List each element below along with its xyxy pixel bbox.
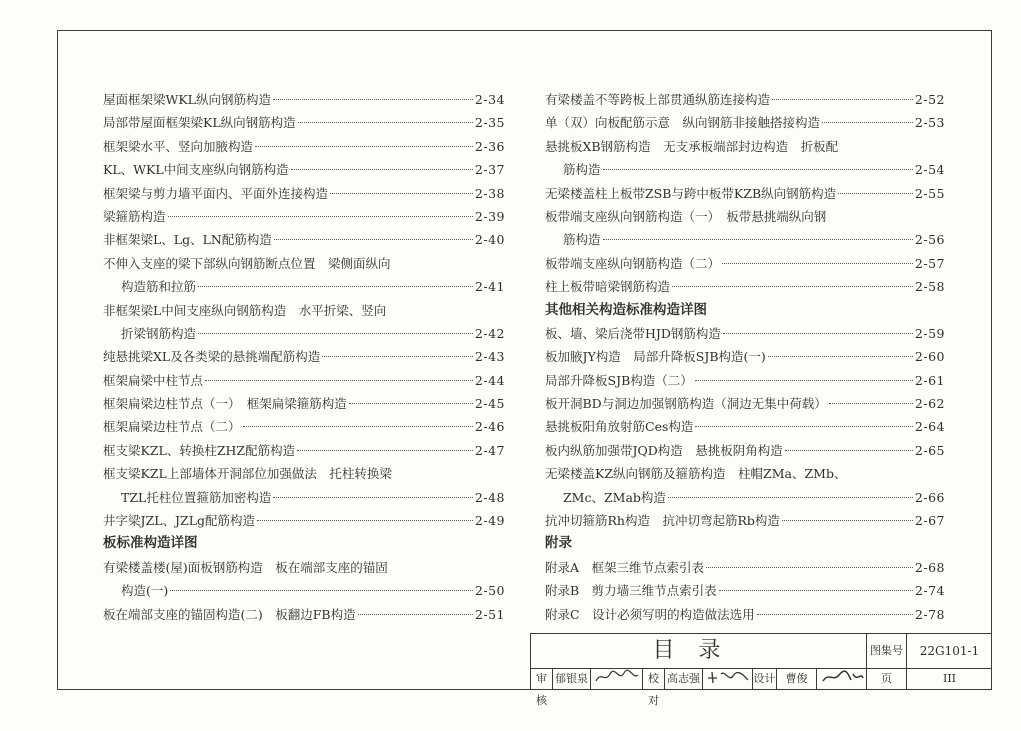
toc-page-number: 2-55 — [914, 185, 945, 201]
leader-dots — [205, 379, 473, 381]
toc-entry — [545, 228, 945, 251]
leader-dots — [603, 238, 913, 240]
toc-entry — [545, 439, 945, 462]
toc-page-number: 2-39 — [474, 208, 505, 224]
toc-entry-title: 板加腋JY构造 局部升降板SJB构造(一) — [545, 349, 766, 365]
leader-dots — [768, 355, 913, 357]
toc-entry-title: 抗冲切箍筋Rh构造 抗冲切弯起筋Rb构造 — [545, 513, 780, 529]
leader-dots — [838, 192, 913, 194]
leader-dots — [603, 168, 913, 170]
leader-dots — [782, 519, 913, 521]
toc-entry — [545, 111, 945, 134]
leader-dots — [785, 449, 913, 451]
leader-dots — [291, 168, 473, 170]
toc-entry-title: 附录B 剪力墙三维节点索引表 — [545, 583, 717, 599]
toc-entry — [103, 439, 505, 462]
toc-page-number: 2-40 — [474, 232, 505, 248]
toc-entry — [103, 158, 505, 181]
toc-entry — [103, 415, 505, 438]
toc-section-heading — [545, 532, 945, 555]
toc-page-number: 2-66 — [914, 489, 945, 505]
toc-entry — [103, 509, 505, 532]
toc-entry-title: ZMc、ZMab构造 — [563, 489, 666, 505]
toc-page-number: 2-34 — [474, 92, 505, 107]
toc-entry — [103, 88, 505, 111]
toc-entry — [103, 322, 505, 345]
toc-entry — [545, 415, 945, 438]
toc-entry — [545, 275, 945, 298]
toc-page-number: 2-67 — [914, 513, 945, 529]
leader-dots — [198, 332, 473, 334]
toc-entry-title: 柱上板带暗梁钢筋构造 — [545, 279, 671, 295]
leader-dots — [243, 425, 473, 427]
page-label: 页 — [867, 668, 907, 690]
leader-dots — [257, 519, 473, 521]
toc-page-number: 2-74 — [914, 583, 945, 599]
leader-dots — [297, 449, 473, 451]
toc-entry-title: 附录C 设计必须写明的构造做法选用 — [545, 606, 755, 622]
toc-page-number: 2-37 — [474, 162, 505, 178]
designer-signature — [817, 668, 867, 690]
toc-entry-title: 板带端支座纵向钢筋构造（二） — [545, 255, 721, 271]
leader-dots — [358, 613, 473, 615]
leader-dots — [298, 121, 473, 123]
leader-dots — [822, 121, 913, 123]
toc-entry — [545, 486, 945, 509]
leader-dots — [322, 355, 473, 357]
toc-entry-title: 筋构造 — [563, 162, 601, 178]
leader-dots — [695, 425, 913, 427]
toc-entry-title: 板在端部支座的锚固构造(二) 板翻边FB构造 — [103, 606, 356, 622]
reviewer-signature — [591, 668, 643, 690]
toc-page-number: 2-60 — [914, 349, 945, 365]
toc-entry — [103, 369, 505, 392]
toc-page-number: 2-36 — [474, 138, 505, 154]
toc-entry-title: 框架扁梁边柱节点（二） — [103, 419, 241, 435]
toc-entry-title: 无梁楼盖KZ纵向钢筋及箍筋构造 柱帽ZMa、ZMb、 — [545, 466, 847, 482]
leader-dots — [695, 379, 913, 381]
toc-entry-title: 框架扁梁边柱节点（一） 框架扁梁箍筋构造 — [103, 396, 347, 412]
toc-page-number: 2-56 — [914, 232, 945, 248]
toc-entry — [103, 205, 505, 228]
toc-entry — [103, 299, 505, 322]
leader-dots — [255, 145, 473, 147]
toc-entry — [545, 509, 945, 532]
toc-entry — [103, 345, 505, 368]
toc-entry-title: 构造筋和拉筋 — [121, 279, 197, 295]
toc-entry-title: 折梁钢筋构造 — [121, 325, 197, 341]
toc-entry — [545, 158, 945, 181]
toc-page-number: 2-49 — [474, 513, 505, 529]
toc-page-number: 2-42 — [474, 325, 505, 341]
toc-entry-title: 局部升降板SJB构造（二） — [545, 372, 693, 388]
toc-entry-title: 板开洞BD与洞边加强钢筋构造（洞边无集中荷载） — [545, 396, 827, 412]
toc-page-number: 2-46 — [474, 419, 505, 435]
toc-section-heading — [545, 299, 945, 322]
toc-entry — [103, 486, 505, 509]
toc-entry-title: 框支梁KZL、转换柱ZHZ配筋构造 — [103, 442, 296, 458]
toc-entry-title: 纯悬挑梁XL及各类梁的悬挑端配筋构造 — [103, 349, 321, 365]
toc-entry-title: 其他相关构造标准构造详图 — [545, 301, 707, 318]
toc-page-number: 2-35 — [474, 115, 505, 131]
toc-entry-title: 井字梁JZL、JZLg配筋构造 — [103, 513, 255, 529]
toc-section-heading — [103, 532, 505, 555]
toc-page-number: 2-78 — [914, 606, 945, 622]
toc-page-number: 2-61 — [914, 372, 945, 388]
designer-name: 曹俊 — [777, 668, 817, 690]
leader-dots — [706, 566, 913, 568]
toc-entry-title: 框支梁KZL上部墙体开洞部位加强做法 托柱转换梁 — [103, 466, 392, 482]
checker-name: 高志强 — [665, 668, 703, 690]
toc-page-number: 2-57 — [914, 255, 945, 271]
toc-page-number: 2-68 — [914, 559, 945, 575]
leader-dots — [772, 98, 913, 100]
toc-entry — [545, 252, 945, 275]
toc-entry — [545, 462, 945, 485]
toc-entry — [103, 579, 505, 602]
toc-page-number: 2-48 — [474, 489, 505, 505]
toc-entry-title: 附录A 框架三维节点索引表 — [545, 559, 705, 575]
toc-entry — [103, 275, 505, 298]
reviewer-name: 郁银泉 — [553, 668, 591, 690]
check-label: 校对 — [643, 668, 665, 690]
toc-entry-title: 无梁楼盖柱上板带ZSB与跨中板带KZB纵向钢筋构造 — [545, 185, 837, 201]
toc-entry-title: KL、WKL中间支座纵向钢筋构造 — [103, 162, 289, 178]
leader-dots — [719, 589, 913, 591]
toc-entry — [545, 579, 945, 602]
toc-entry — [103, 182, 505, 205]
leader-dots — [170, 589, 473, 591]
leader-dots — [723, 332, 913, 334]
toc-entry — [545, 322, 945, 345]
toc-entry — [103, 556, 505, 579]
toc-entry-title: 构造(一) — [121, 583, 169, 599]
sheet-title: 目录 — [531, 634, 867, 668]
toc-entry — [103, 135, 505, 158]
leader-dots — [349, 402, 473, 404]
leader-dots — [198, 285, 473, 287]
toc-entry — [545, 392, 945, 415]
toc-entry — [103, 603, 505, 626]
atlas-number-label: 图集号 — [867, 634, 907, 668]
toc-entry-title: 悬挑板XB钢筋构造 无支承板端部封边构造 折板配 — [545, 138, 839, 154]
toc-entry — [103, 462, 505, 485]
title-block — [530, 633, 992, 707]
toc-page-number: 2-45 — [474, 396, 505, 412]
toc-entry — [545, 205, 945, 228]
leader-dots — [273, 98, 473, 100]
toc-page-number: 2-38 — [474, 185, 505, 201]
toc-entry — [545, 345, 945, 368]
toc-entry-title: 有梁楼盖不等跨板上部贯通纵筋连接构造 — [545, 92, 771, 107]
page-number: III — [942, 672, 957, 685]
toc-page-number: 2-58 — [914, 279, 945, 295]
design-label: 设计 — [753, 668, 777, 690]
toc-page-number: 2-50 — [474, 583, 505, 599]
leader-dots — [722, 262, 913, 264]
toc-page-number: 2-64 — [914, 419, 945, 435]
review-label: 审核 — [531, 668, 553, 690]
leader-dots — [668, 496, 913, 498]
checker-signature — [703, 668, 753, 690]
toc-right-column — [545, 88, 945, 626]
leader-dots — [168, 215, 473, 217]
toc-entry-title: 框架梁水平、竖向加腋构造 — [103, 138, 254, 154]
toc-entry — [103, 252, 505, 275]
toc-entry — [103, 111, 505, 134]
toc-entry-title: 屋面框架梁WKL纵向钢筋构造 — [103, 92, 271, 107]
leader-dots — [274, 238, 473, 240]
toc-entry-title: 单（双）向板配筋示意 纵向钢筋非接触搭接构造 — [545, 115, 821, 131]
toc-entry-title: TZL托柱位置箍筋加密构造 — [121, 489, 272, 505]
toc-entry — [545, 88, 945, 111]
toc-entry-title: 板、墙、梁后浇带HJD钢筋构造 — [545, 325, 721, 341]
toc-entry-title: 附录 — [545, 535, 572, 552]
toc-left-column — [103, 88, 505, 626]
toc-page-number: 2-52 — [914, 92, 945, 107]
toc-page-number: 2-59 — [914, 325, 945, 341]
toc-entry — [545, 182, 945, 205]
toc-entry-title: 不伸入支座的梁下部纵向钢筋断点位置 梁侧面纵向 — [103, 255, 391, 271]
toc-page-number: 2-65 — [914, 442, 945, 458]
toc-page-number: 2-47 — [474, 442, 505, 458]
toc-page-number: 2-43 — [474, 349, 505, 365]
toc-entry-title: 悬挑板阳角放射筋Ces构造 — [545, 419, 694, 435]
toc-entry — [545, 369, 945, 392]
leader-dots — [273, 496, 473, 498]
toc-page-number: 2-54 — [914, 162, 945, 178]
toc-page-number: 2-41 — [474, 279, 505, 295]
toc-entry — [103, 392, 505, 415]
toc-entry-title: 框架梁与剪力墙平面内、平面外连接构造 — [103, 185, 329, 201]
toc-page-number: 2-62 — [914, 396, 945, 412]
leader-dots — [672, 285, 913, 287]
atlas-number: 22G101-1 — [919, 644, 980, 658]
toc-entry — [545, 603, 945, 626]
toc-entry — [545, 556, 945, 579]
toc-entry-title: 非框架梁L中间支座纵向钢筋构造 水平折梁、竖向 — [103, 302, 387, 318]
toc-entry-title: 筋构造 — [563, 232, 601, 248]
toc-page-number: 2-51 — [474, 606, 505, 622]
toc-entry-title: 局部带屋面框架梁KL纵向钢筋构造 — [103, 115, 296, 131]
toc-page-number: 2-53 — [914, 115, 945, 131]
toc-entry — [103, 228, 505, 251]
toc-entry-title: 梁箍筋构造 — [103, 208, 166, 224]
leader-dots — [757, 613, 913, 615]
toc-entry-title: 板带端支座纵向钢筋构造（一） 板带悬挑端纵向钢 — [545, 208, 827, 224]
toc-entry-title: 有梁楼盖楼(屋)面板钢筋构造 板在端部支座的锚固 — [103, 559, 388, 575]
leader-dots — [829, 402, 913, 404]
toc-page-number: 2-44 — [474, 372, 505, 388]
leader-dots — [330, 192, 473, 194]
toc-entry — [545, 135, 945, 158]
toc-entry-title: 板标准构造详图 — [103, 535, 198, 552]
toc-entry-title: 板内纵筋加强带JQD构造 悬挑板阴角构造 — [545, 442, 783, 458]
toc-entry-title: 非框架梁L、Lg、LN配筋构造 — [103, 232, 272, 248]
toc-entry-title: 框架扁梁中柱节点 — [103, 372, 204, 388]
